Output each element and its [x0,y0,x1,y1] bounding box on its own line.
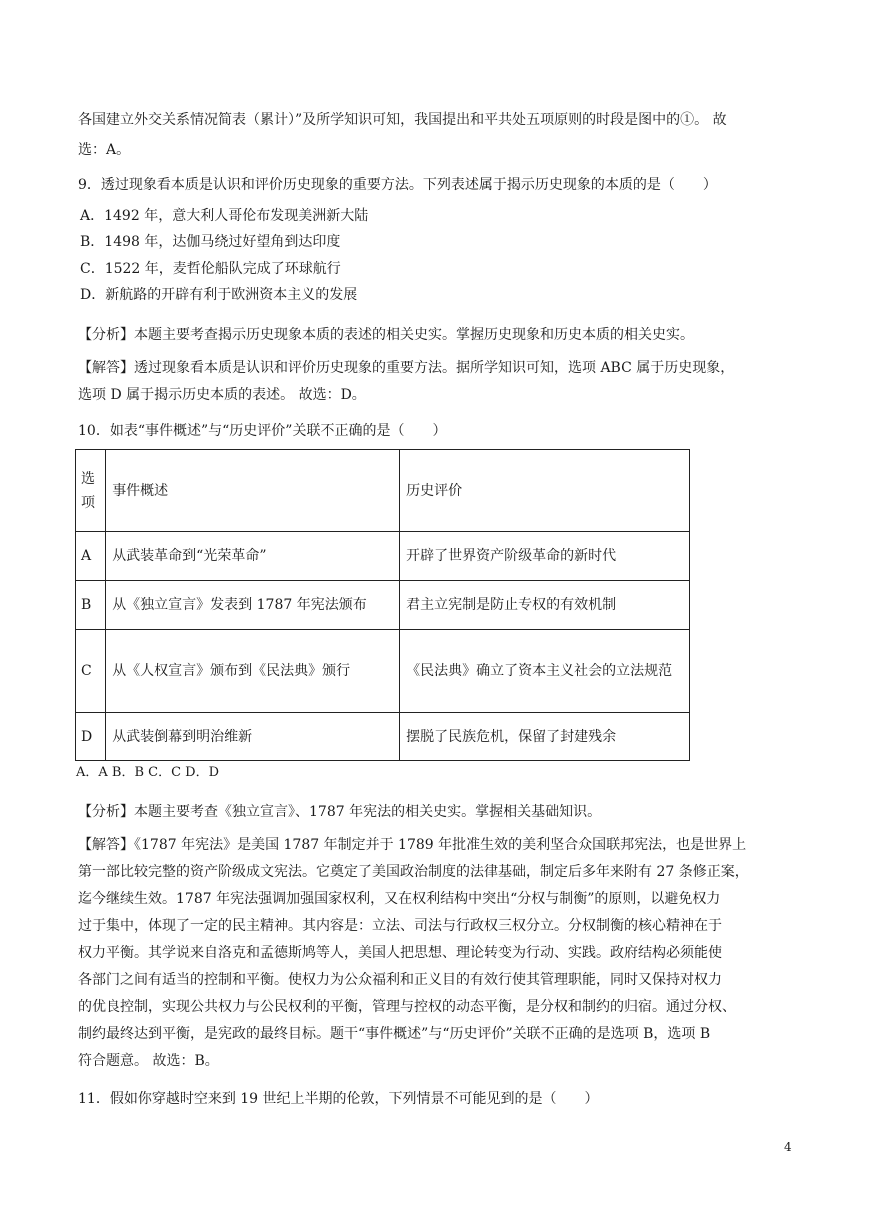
question-9-option-a: A．1492 年，意大利人哥伦布发现美洲新大陆 [80,208,369,224]
table-row [76,713,690,761]
question-10-answer: 迄今继续生效。1787 年宪法强调加强国家权利，又在权利结构中突出“分权与制衡”的原则，以避免权力 [78,891,721,907]
table-header-row [76,450,690,532]
question-9-answer: 选项 D 属于揭示历史本质的表述。 故选：D。 [78,387,366,403]
question-9-analysis: 【分析】本题主要考查揭示历史现象本质的表述的相关史实。掌握历史现象和历史本质的相关史实。 [78,327,694,343]
table-cell: 从《人权宣言》颁布到《民法典》颁行 [106,630,400,713]
question-10-table [75,449,690,761]
question-10-answer: 权力平衡。其学说来自洛克和孟德斯鸠等人，美国人把思想、理论转变为行动、实践。政府结构必须能使 [78,945,722,961]
question-10-analysis: 【分析】本题主要考查《独立宣言》、1787 年宪法的相关史实。掌握相关基础知识。 [78,804,602,820]
question-11-stem: 11．假如你穿越时空来到 19 世纪上半期的伦敦，下列情景不可能见到的是（ ） [78,1091,599,1107]
table-row [76,581,690,630]
question-10-answer: 符合题意。 故选：B。 [78,1053,219,1069]
table-header-cell: 历史评价 [400,450,690,532]
question-10-options: A．A B．B C．C D．D [76,765,220,780]
table-header-cell [76,450,106,532]
table-cell: 从《独立宣言》发表到 1787 年宪法颁布 [106,581,400,630]
table-cell: B [76,581,106,630]
question-10-answer: 各部门之间有适当的控制和平衡。使权力为公众福利和正义目的有效行使其管理职能，同时又保持对权力 [78,972,722,988]
header-option: 选 项 [81,470,95,511]
question-9-answer: 【解答】透过现象看本质是认识和评价历史现象的重要方法。据所学知识可知，选项 ABC 属于历史现象， [78,360,735,376]
question-10-answer: 过于集中，体现了一定的民主精神。其内容是：立法、司法与行政权三权分立。分权制衡的核心精神在于 [78,918,722,934]
table-cell: 君主立宪制是防止专权的有效机制 [400,581,690,630]
paragraph-line: 各国建立外交关系情况简表（累计）”及所学知识可知，我国提出和平共处五项原则的时段是图中的①。 故 [78,112,727,128]
question-9-option-c: C．1522 年，麦哲伦船队完成了环球航行 [80,261,341,277]
table-cell: 《民法典》确立了资本主义社会的立法规范 [400,630,690,713]
question-9-stem: 9．透过现象看本质是认识和评价历史现象的重要方法。下列表述属于揭示历史现象的本质的是（ ） [78,177,717,193]
table-cell: 开辟了世界资产阶级革命的新时代 [400,532,690,581]
table-cell: 从武装革命到“光荣革命” [106,532,400,581]
table-row [76,532,690,581]
table-cell: C [76,630,106,713]
page-number: 4 [784,1140,792,1154]
table-cell: D [76,713,106,761]
paragraph-line: 选：A。 [78,142,131,158]
table-cell: A [76,532,106,581]
question-10-answer: 第一部比较完整的资产阶级成文宪法。它奠定了美国政治制度的法律基础，制定后多年来附有 27 条修正案， [78,864,749,880]
question-9-option-d: D．新航路的开辟有利于欧洲资本主义的发展 [80,287,358,303]
table-header-cell: 事件概述 [106,450,400,532]
question-10-answer: 制约最终达到平衡，是宪政的最终目标。题干“事件概述”与“历史评价”关联不正确的是选项 B，选项 B [78,1026,711,1042]
table-cell: 摆脱了民族危机，保留了封建残余 [400,713,690,761]
question-10-answer: 【解答】《1787 年宪法》是美国 1787 年制定并于 1789 年批准生效的美利坚合众国联邦宪法，也是世界上 [78,837,747,853]
question-9-option-b: B．1498 年，达伽马绕过好望角到达印度 [80,234,341,250]
question-10-stem: 10．如表“事件概述”与“历史评价”关联不正确的是（ ） [78,423,447,439]
table-cell: 从武装倒幕到明治维新 [106,713,400,761]
question-10-answer: 的优良控制，实现公共权力与公民权利的平衡，管理与控权的动态平衡，是分权和制约的归宿。通过分权、 [78,999,736,1015]
table-row [76,630,690,713]
